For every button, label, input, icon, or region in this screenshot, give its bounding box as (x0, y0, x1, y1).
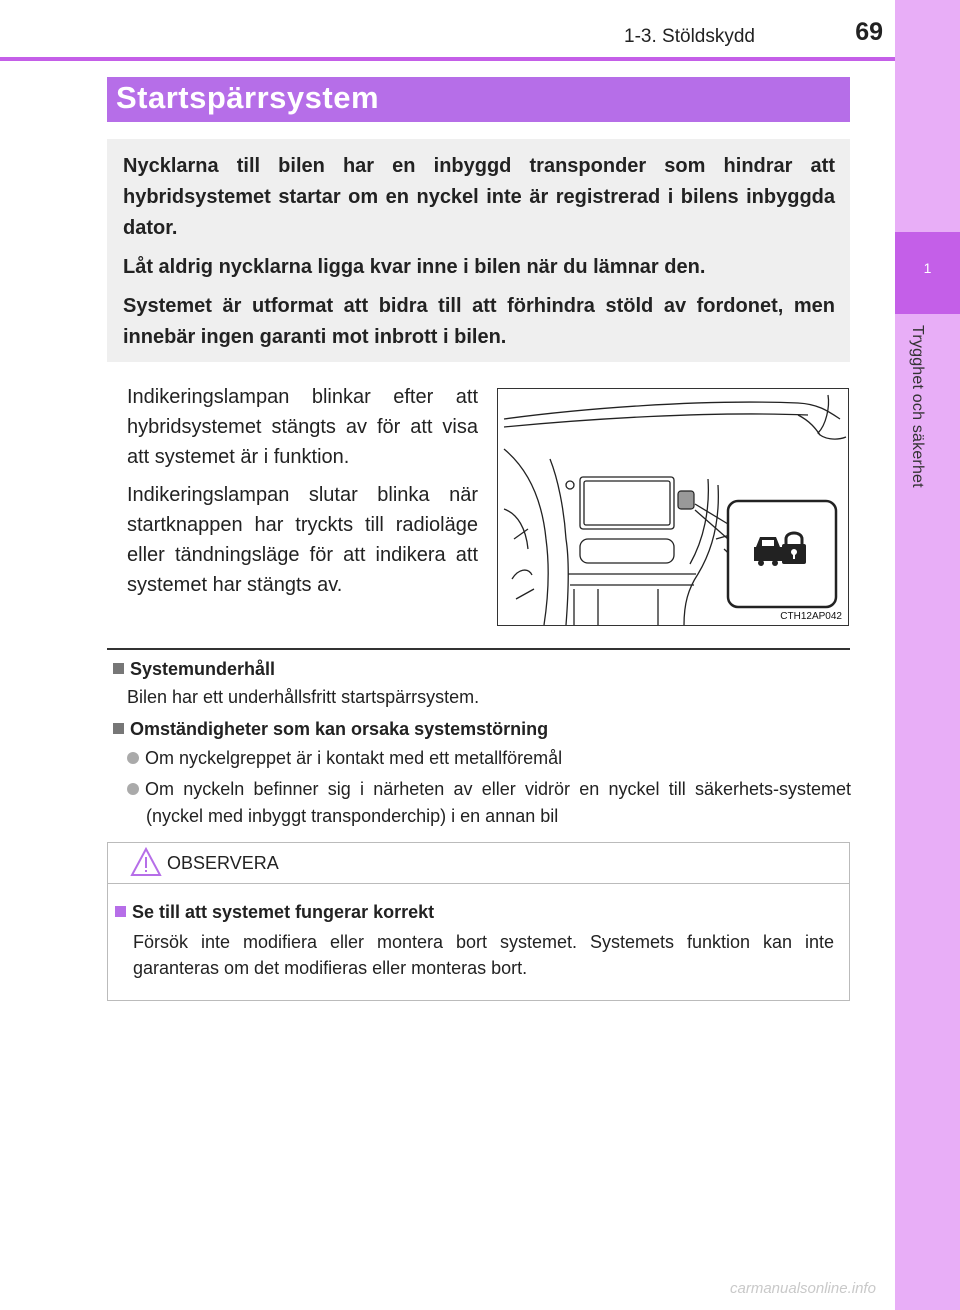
indicator-description (127, 382, 478, 608)
notice-label: OBSERVERA (167, 853, 279, 873)
page-title: Startspärrsystem (116, 80, 380, 115)
header-divider (0, 57, 895, 61)
list-item-text: Om nyckelgreppet är i kontakt med ett metallföremål (145, 748, 563, 768)
malfunction-heading (113, 719, 548, 740)
warning-triangle-icon (130, 846, 162, 878)
side-chapter-tab (895, 0, 960, 1310)
watermark: carmanualsonline.info (730, 1280, 876, 1297)
maintenance-heading-text: Systemunderhåll (130, 659, 276, 679)
malfunction-heading-text: Omständigheter som kan orsaka systemstörning (130, 719, 549, 739)
notice-text: Försök inte modifiera eller montera bort systemet. Systemets funktion kan inte garanteras om det modifieras eller monteras bort. (133, 932, 834, 978)
maintenance-text: Bilen har ett underhållsfritt startspärrsystem. (127, 687, 480, 707)
intro-paragraph: Låt aldrig nycklarna ligga kvar inne i bilen när du lämnar den. (123, 256, 706, 278)
chapter-number: 1 (895, 232, 960, 314)
notice-header (108, 843, 849, 884)
chapter-label: Trygghet och säkerhet (909, 325, 926, 488)
round-bullet-icon (127, 752, 139, 764)
square-bullet-icon (115, 906, 126, 917)
figure-code: CTH12AP042 (780, 611, 842, 622)
intro-box (107, 139, 850, 362)
list-item-text: Om nyckeln befinner sig i närheten av eller vidrör en nyckel till säkerhets-systemet (nyckel med inbyggt transponderchip) i en annan bil (145, 779, 851, 826)
square-bullet-icon (113, 723, 124, 734)
dashboard-drawing (498, 389, 848, 625)
section-divider (107, 648, 850, 650)
round-bullet-icon (127, 783, 139, 795)
intro-paragraph: Nycklarna till bilen har en inbyggd transponder som hindrar att hybridsystemet startar om en nyckel inte är registrerad i bilens inbyggda dator. (123, 155, 835, 239)
dashboard-illustration (497, 388, 849, 626)
list-item (127, 776, 851, 830)
indicator-paragraph: Indikeringslampan slutar blinka när startknappen har tryckts till radioläge eller tändningsläge för att indikera att systemet har stängts av. (127, 484, 478, 596)
notice-box (107, 842, 850, 1001)
notice-heading (115, 902, 434, 923)
intro-paragraph: Systemet är utformat att bidra till att förhindra stöld av fordonet, men innebär ingen garanti mot inbrott i bilen. (123, 295, 835, 348)
indicator-paragraph: Indikeringslampan blinkar efter att hybridsystemet stängts av för att visa att systemet är i funktion. (127, 386, 478, 468)
square-bullet-icon (113, 663, 124, 674)
page-number: 69 (855, 18, 883, 46)
notice-heading-text: Se till att systemet fungerar korrekt (132, 902, 435, 922)
list-item (127, 745, 851, 772)
section-title: 1-3. Stöldskydd (624, 26, 755, 47)
maintenance-heading (113, 659, 275, 680)
